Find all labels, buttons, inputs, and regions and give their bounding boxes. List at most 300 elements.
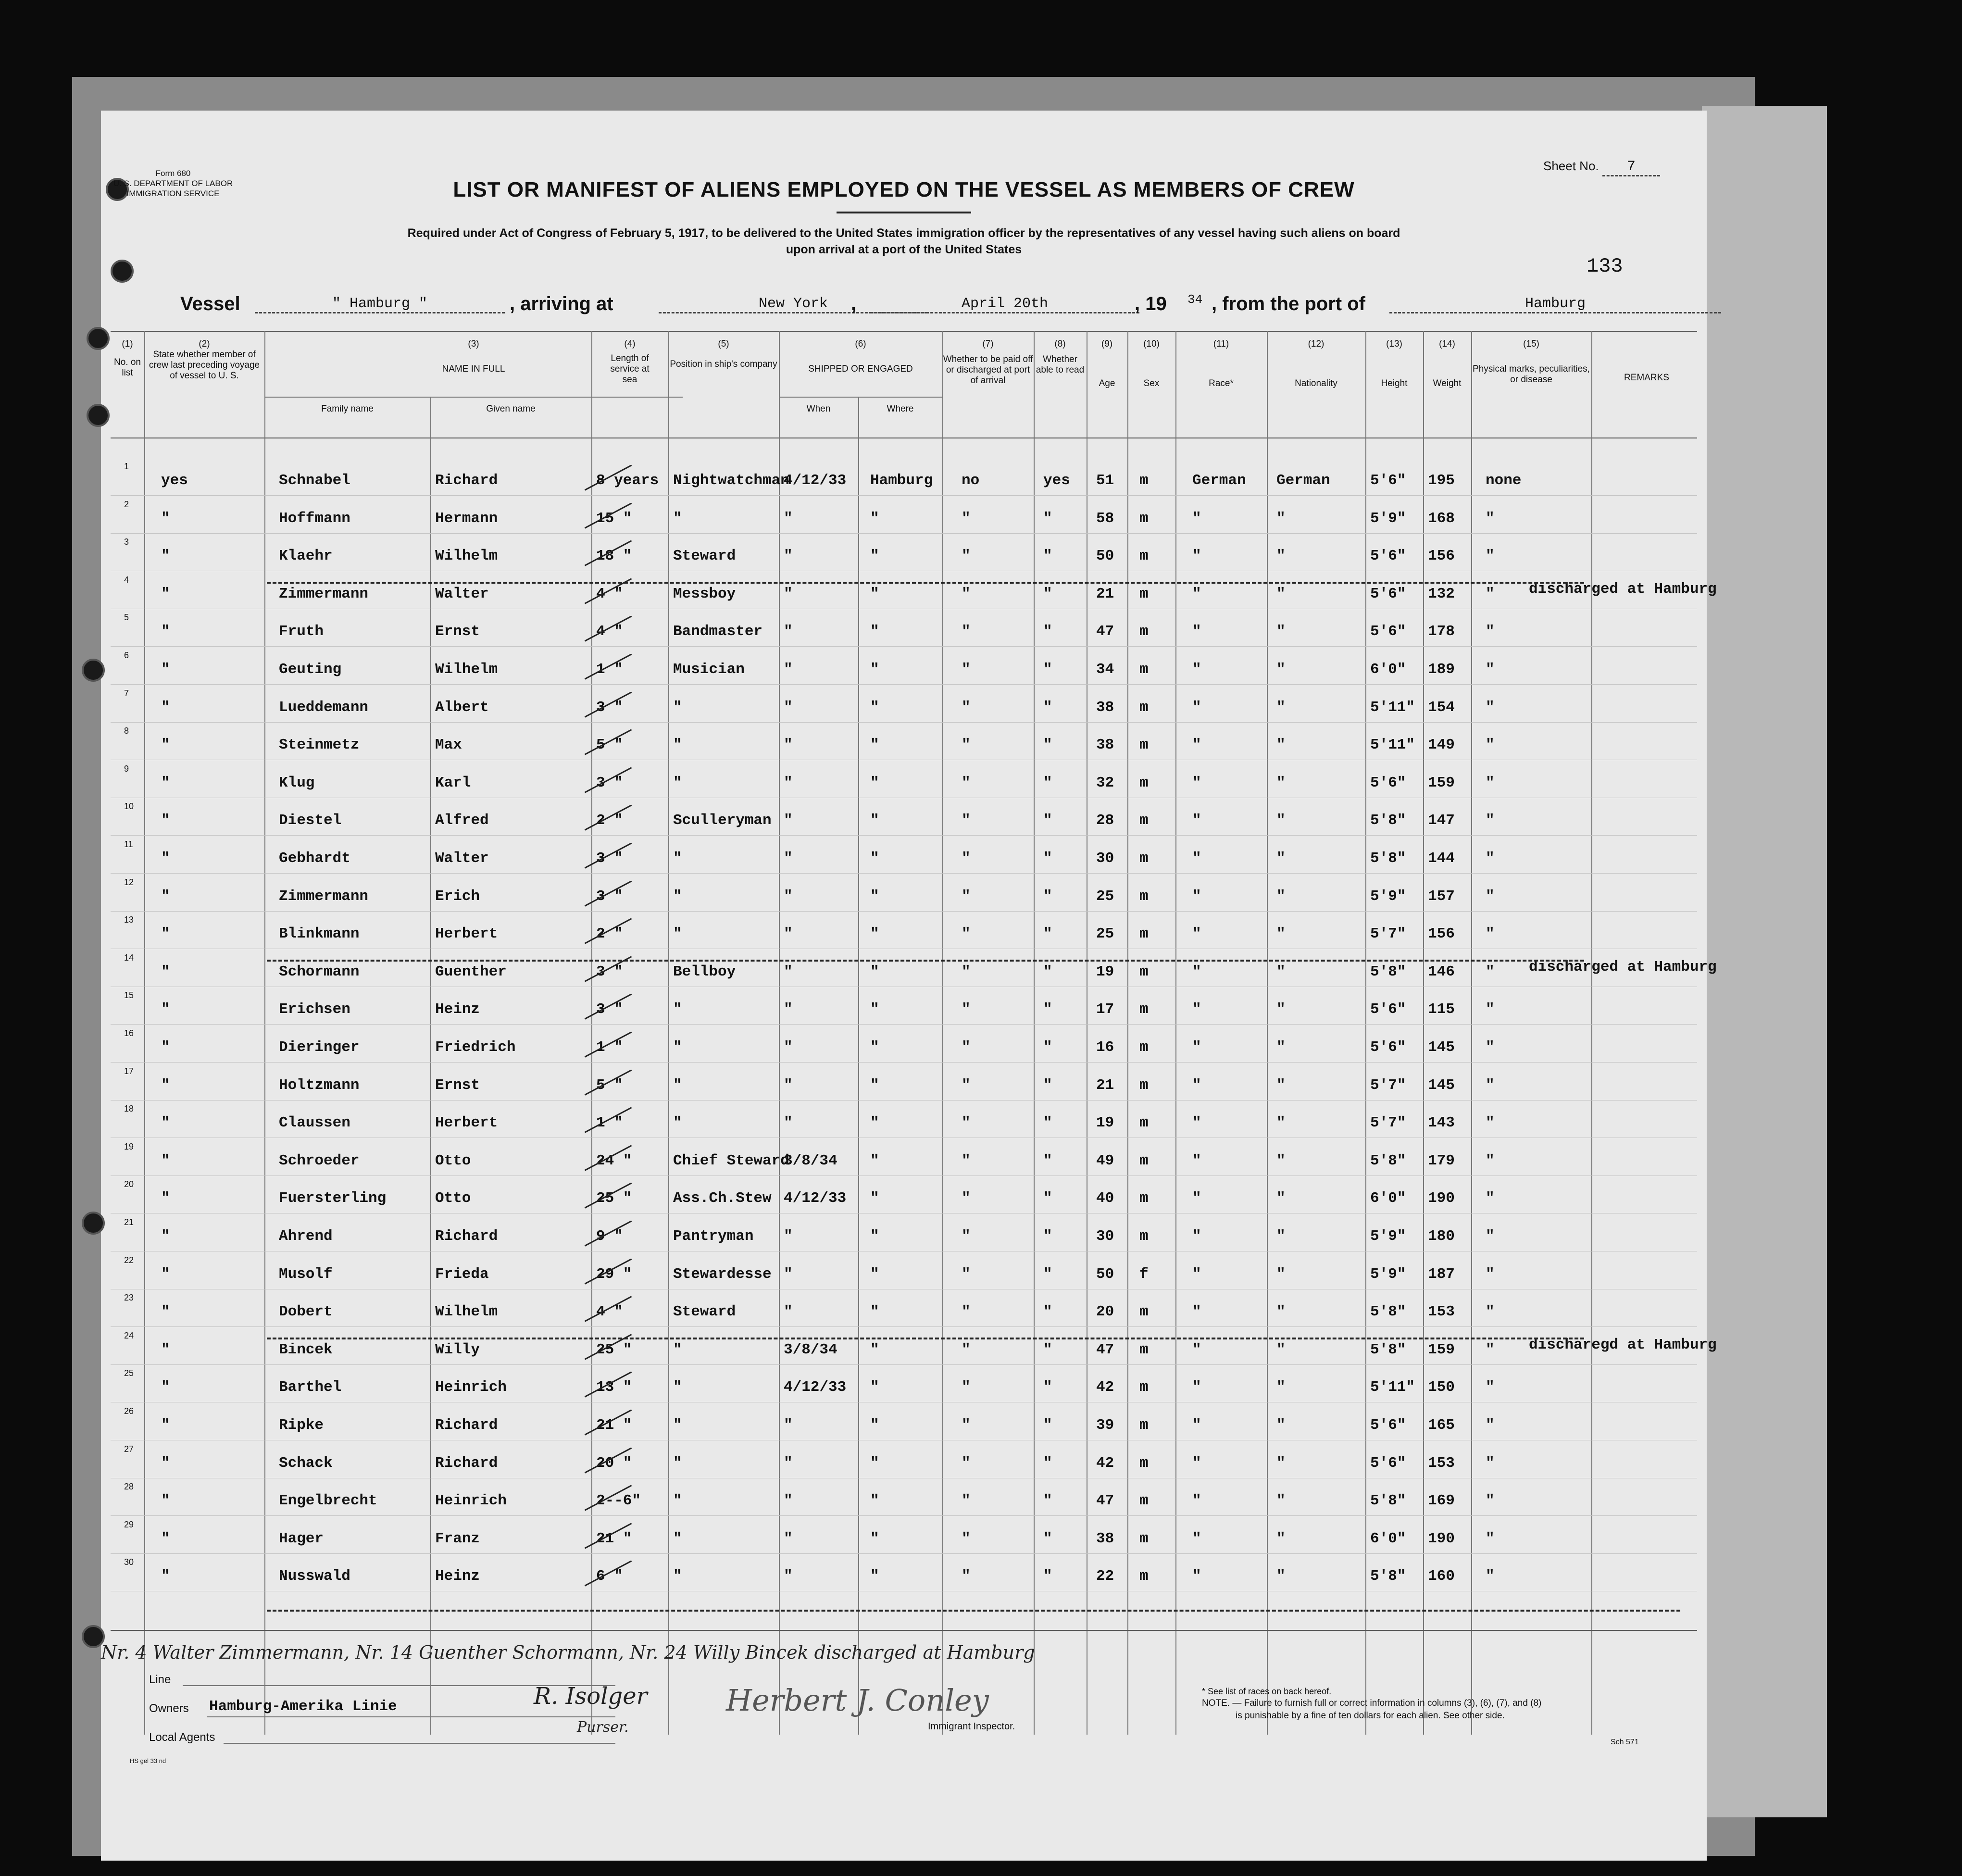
cell-position: " bbox=[673, 1114, 682, 1132]
cell-when: 3/8/34 bbox=[784, 1341, 837, 1358]
cell-position: Pantryman bbox=[673, 1228, 754, 1245]
cell-paid: " bbox=[962, 1417, 971, 1434]
cell-given: Herbert bbox=[435, 925, 498, 943]
cell-given: Ernst bbox=[435, 623, 480, 640]
cell-when: " bbox=[784, 774, 793, 791]
cell-where: " bbox=[870, 1341, 879, 1358]
row-number: 20 bbox=[124, 1179, 134, 1189]
cell-height: 5'7" bbox=[1370, 925, 1406, 943]
cell-prev: " bbox=[161, 1303, 170, 1321]
cell-nat: " bbox=[1276, 1001, 1286, 1018]
cell-remarks: discharged at Hamburg bbox=[1529, 580, 1717, 598]
cell-nat: " bbox=[1276, 1530, 1286, 1547]
row-number: 5 bbox=[124, 613, 129, 623]
row-rule bbox=[111, 722, 1697, 723]
col9-label: Age bbox=[1099, 378, 1115, 388]
row-number: 13 bbox=[124, 915, 134, 925]
cell-age: 25 bbox=[1096, 925, 1114, 943]
cell-height: 5'8" bbox=[1370, 1568, 1406, 1585]
cell-height: 5'8" bbox=[1370, 1152, 1406, 1169]
print-code: HS gel 33 nd bbox=[130, 1757, 166, 1764]
cell-height: 5'8" bbox=[1370, 850, 1406, 867]
cell-prev: " bbox=[161, 548, 170, 565]
cell-age: 49 bbox=[1096, 1152, 1114, 1169]
cell-prev: " bbox=[161, 774, 170, 791]
row-number: 4 bbox=[124, 575, 129, 585]
row-rule bbox=[111, 684, 1697, 685]
cell-where: " bbox=[870, 510, 879, 527]
row-rule bbox=[111, 1553, 1697, 1554]
cell-nat: " bbox=[1276, 1492, 1286, 1510]
cell-prev: " bbox=[161, 1001, 170, 1018]
row-number: 12 bbox=[124, 877, 134, 887]
cell-weight: 178 bbox=[1428, 623, 1455, 640]
col12-header bbox=[1267, 339, 1365, 389]
cell-race: German bbox=[1192, 472, 1246, 489]
cell-weight: 168 bbox=[1428, 510, 1455, 527]
cell-prev: " bbox=[161, 1568, 170, 1585]
cell-given: Richard bbox=[435, 1454, 498, 1472]
cell-age: 47 bbox=[1096, 623, 1114, 640]
row-number: 15 bbox=[124, 990, 134, 1001]
row-number: 18 bbox=[124, 1104, 134, 1114]
cell-where: " bbox=[870, 850, 879, 867]
cell-when: " bbox=[784, 623, 793, 640]
cell-marks: " bbox=[1486, 1001, 1495, 1018]
cell-when: " bbox=[784, 737, 793, 754]
cell-where: Hamburg bbox=[870, 472, 933, 489]
cell-age: 42 bbox=[1096, 1379, 1114, 1396]
cell-when: " bbox=[784, 661, 793, 678]
cell-where: " bbox=[870, 1568, 879, 1585]
cell-height: 6'0" bbox=[1370, 1530, 1406, 1547]
line-label: Line bbox=[149, 1673, 171, 1686]
end-of-list-rule bbox=[267, 1610, 1680, 1612]
row-number: 29 bbox=[124, 1519, 134, 1529]
cell-sex: m bbox=[1139, 699, 1149, 716]
cell-where: " bbox=[870, 1417, 879, 1434]
cell-read: " bbox=[1043, 812, 1052, 829]
col3-number: (3) bbox=[468, 339, 479, 349]
cell-position: Chief Steward bbox=[673, 1152, 789, 1169]
cell-when: " bbox=[784, 1568, 793, 1585]
col4-header bbox=[591, 339, 668, 385]
col7-header bbox=[942, 339, 1034, 386]
cell-nat: " bbox=[1276, 1152, 1286, 1169]
cell-service: 25 " bbox=[596, 1190, 632, 1207]
cell-prev: " bbox=[161, 1039, 170, 1056]
cell-family: Steinmetz bbox=[279, 737, 360, 754]
cell-given: Wilhelm bbox=[435, 1303, 498, 1321]
subtitle-line-1: Required under Act of Congress of February 5, 1917, to be delivered to the United States immigration officer by the representatives of any vessel having such aliens on board bbox=[407, 226, 1400, 240]
cell-nat: " bbox=[1276, 737, 1286, 754]
cell-weight: 149 bbox=[1428, 737, 1455, 754]
subtitle-line-2: upon arrival at a port of the United States bbox=[786, 243, 1022, 256]
col13-label: Height bbox=[1381, 378, 1408, 388]
cell-where: " bbox=[870, 1039, 879, 1056]
table-top-rule bbox=[111, 331, 1697, 332]
cell-given: Max bbox=[435, 737, 462, 754]
owners-value: Hamburg-Amerika Linie bbox=[209, 1698, 397, 1715]
cell-service: 20 " bbox=[596, 1454, 632, 1472]
cell-family: Gebhardt bbox=[279, 850, 350, 867]
cell-nat: " bbox=[1276, 1228, 1286, 1245]
cell-prev: " bbox=[161, 1492, 170, 1510]
separator-comma: , bbox=[851, 293, 857, 314]
cell-read: " bbox=[1043, 1379, 1052, 1396]
cell-age: 39 bbox=[1096, 1417, 1114, 1434]
cell-service: 3 " bbox=[596, 699, 623, 716]
cell-when: 3/8/34 bbox=[784, 1152, 837, 1169]
year-suffix: 34 bbox=[1187, 292, 1203, 307]
department-name: U. S. DEPARTMENT OF LABOR bbox=[113, 179, 233, 188]
cell-prev: " bbox=[161, 1417, 170, 1434]
col11-number: (11) bbox=[1213, 339, 1229, 349]
cell-race: " bbox=[1192, 1568, 1201, 1585]
cell-weight: 144 bbox=[1428, 850, 1455, 867]
cell-family: Blinkmann bbox=[279, 925, 360, 943]
cell-height: 5'9" bbox=[1370, 888, 1406, 905]
title-rule bbox=[837, 212, 971, 213]
cell-service: 1 " bbox=[596, 661, 623, 678]
cell-paid: " bbox=[962, 699, 971, 716]
cell-when: " bbox=[784, 1303, 793, 1321]
col8-number: (8) bbox=[1054, 339, 1066, 349]
cell-read: " bbox=[1043, 1303, 1052, 1321]
row-rule bbox=[111, 1100, 1697, 1101]
cell-race: " bbox=[1192, 812, 1201, 829]
sheet-label: Sheet No. bbox=[1543, 159, 1599, 173]
cell-race: " bbox=[1192, 1303, 1201, 1321]
cell-where: " bbox=[870, 1303, 879, 1321]
cell-where: " bbox=[870, 1152, 879, 1169]
cell-given: Guenther bbox=[435, 963, 507, 980]
cell-nat: " bbox=[1276, 1454, 1286, 1472]
cell-race: " bbox=[1192, 850, 1201, 867]
cell-when: " bbox=[784, 1228, 793, 1245]
cell-sex: m bbox=[1139, 1190, 1149, 1207]
shipped-subheader-rule bbox=[779, 397, 942, 398]
row-number: 25 bbox=[124, 1368, 134, 1378]
cell-family: Schnabel bbox=[279, 472, 350, 489]
cell-height: 5'7" bbox=[1370, 1076, 1406, 1094]
cell-race: " bbox=[1192, 1417, 1201, 1434]
cell-weight: 179 bbox=[1428, 1152, 1455, 1169]
cell-nat: " bbox=[1276, 699, 1286, 716]
cell-read: " bbox=[1043, 1568, 1052, 1585]
cell-where: " bbox=[870, 1530, 879, 1547]
cell-nat: " bbox=[1276, 1303, 1286, 1321]
row-number: 26 bbox=[124, 1406, 134, 1416]
cell-age: 50 bbox=[1096, 548, 1114, 565]
cell-family: Engelbrecht bbox=[279, 1492, 377, 1510]
row-number: 7 bbox=[124, 688, 129, 698]
cell-prev: " bbox=[161, 850, 170, 867]
cell-nat: " bbox=[1276, 1114, 1286, 1132]
cell-read: " bbox=[1043, 925, 1052, 943]
cell-sex: m bbox=[1139, 1303, 1149, 1321]
cell-race: " bbox=[1192, 1152, 1201, 1169]
cell-position: " bbox=[673, 1076, 682, 1094]
cell-marks: " bbox=[1486, 585, 1495, 602]
from-label: , from the port of bbox=[1212, 293, 1365, 314]
cell-family: Klug bbox=[279, 774, 315, 791]
cell-marks: " bbox=[1486, 699, 1495, 716]
given-name-header: Given name bbox=[486, 404, 536, 414]
cell-position: " bbox=[673, 1341, 682, 1358]
row-rule bbox=[111, 1024, 1697, 1025]
cell-height: 6'0" bbox=[1370, 1190, 1406, 1207]
cell-height: 5'11" bbox=[1370, 699, 1415, 716]
cell-service: 13 " bbox=[596, 1379, 632, 1396]
cell-race: " bbox=[1192, 1114, 1201, 1132]
cell-when: " bbox=[784, 1492, 793, 1510]
cell-race: " bbox=[1192, 1039, 1201, 1056]
cell-given: Friedrich bbox=[435, 1039, 516, 1056]
cell-weight: 189 bbox=[1428, 661, 1455, 678]
cell-age: 51 bbox=[1096, 472, 1114, 489]
cell-position: " bbox=[673, 737, 682, 754]
cell-position: " bbox=[673, 1492, 682, 1510]
row-number: 10 bbox=[124, 801, 134, 812]
cell-height: 5'8" bbox=[1370, 1492, 1406, 1510]
cell-paid: " bbox=[962, 1039, 971, 1056]
cell-weight: 143 bbox=[1428, 1114, 1455, 1132]
cell-sex: m bbox=[1139, 925, 1149, 943]
cell-sex: m bbox=[1139, 850, 1149, 867]
row-number: 9 bbox=[124, 763, 129, 774]
cell-sex: m bbox=[1139, 1568, 1149, 1585]
cell-race: " bbox=[1192, 1001, 1201, 1018]
col11-header bbox=[1175, 339, 1267, 389]
cell-nat: " bbox=[1276, 661, 1286, 678]
cell-marks: " bbox=[1486, 510, 1495, 527]
cell-family: Ripke bbox=[279, 1417, 324, 1434]
cell-paid: " bbox=[962, 548, 971, 565]
row-rule bbox=[111, 873, 1697, 874]
cell-sex: m bbox=[1139, 812, 1149, 829]
cell-given: Herbert bbox=[435, 1114, 498, 1132]
cell-marks: none bbox=[1486, 472, 1522, 489]
row-rule bbox=[111, 835, 1697, 836]
cell-sex: m bbox=[1139, 963, 1149, 980]
cell-where: " bbox=[870, 1190, 879, 1207]
cell-read: " bbox=[1043, 1341, 1052, 1358]
cell-service: 18 " bbox=[596, 548, 632, 565]
col-divider bbox=[591, 331, 592, 1735]
cell-race: " bbox=[1192, 737, 1201, 754]
cell-family: Musolf bbox=[279, 1265, 333, 1283]
vessel-name: " Hamburg " bbox=[255, 296, 505, 313]
cell-nat: " bbox=[1276, 1265, 1286, 1283]
cell-paid: " bbox=[962, 812, 971, 829]
row-number: 17 bbox=[124, 1066, 134, 1076]
owners-label: Owners bbox=[149, 1702, 189, 1715]
cell-sex: m bbox=[1139, 1492, 1149, 1510]
cell-service: 2 " bbox=[596, 812, 623, 829]
col14-number: (14) bbox=[1439, 339, 1455, 349]
punch-hole bbox=[111, 260, 134, 283]
col5-number: (5) bbox=[718, 339, 729, 349]
col-divider bbox=[1365, 331, 1366, 1735]
col-divider bbox=[1175, 331, 1176, 1735]
cell-height: 5'9" bbox=[1370, 1228, 1406, 1245]
cell-sex: m bbox=[1139, 1228, 1149, 1245]
cell-marks: " bbox=[1486, 1568, 1495, 1585]
cell-given: Karl bbox=[435, 774, 471, 791]
cell-age: 21 bbox=[1096, 585, 1114, 602]
col15-label: Physical marks, peculiarities, or disease bbox=[1473, 364, 1590, 385]
cell-race: " bbox=[1192, 699, 1201, 716]
cell-marks: " bbox=[1486, 1341, 1495, 1358]
cell-paid: " bbox=[962, 850, 971, 867]
cell-prev: " bbox=[161, 623, 170, 640]
cell-age: 30 bbox=[1096, 1228, 1114, 1245]
cell-prev: " bbox=[161, 1454, 170, 1472]
cell-age: 38 bbox=[1096, 1530, 1114, 1547]
cell-service: 4 " bbox=[596, 623, 623, 640]
cell-sex: m bbox=[1139, 1001, 1149, 1018]
cell-prev: " bbox=[161, 1379, 170, 1396]
cell-prev: " bbox=[161, 585, 170, 602]
cell-age: 34 bbox=[1096, 661, 1114, 678]
cell-position: " bbox=[673, 888, 682, 905]
cell-family: Claussen bbox=[279, 1114, 350, 1132]
col6-header bbox=[779, 339, 942, 375]
punch-hole bbox=[87, 327, 110, 350]
cell-where: " bbox=[870, 1454, 879, 1472]
cell-nat: " bbox=[1276, 585, 1286, 602]
cell-when: " bbox=[784, 1001, 793, 1018]
cell-paid: " bbox=[962, 1265, 971, 1283]
col10-header bbox=[1127, 339, 1175, 389]
cell-height: 5'8" bbox=[1370, 1341, 1406, 1358]
cell-given: Wilhelm bbox=[435, 548, 498, 565]
cell-sex: m bbox=[1139, 1076, 1149, 1094]
cell-race: " bbox=[1192, 1341, 1201, 1358]
name-subheader-rule bbox=[264, 397, 683, 398]
cell-given: Heinz bbox=[435, 1568, 480, 1585]
cell-height: 5'6" bbox=[1370, 623, 1406, 640]
cell-nat: " bbox=[1276, 623, 1286, 640]
strike-through-line bbox=[267, 582, 1584, 584]
cell-position: Bandmaster bbox=[673, 623, 763, 640]
cell-sex: m bbox=[1139, 661, 1149, 678]
cell-position: Ass.Ch.Stew bbox=[673, 1190, 772, 1207]
cell-paid: " bbox=[962, 1454, 971, 1472]
cell-weight: 147 bbox=[1428, 812, 1455, 829]
cell-paid: " bbox=[962, 1001, 971, 1018]
cell-where: " bbox=[870, 963, 879, 980]
col6-number: (6) bbox=[855, 339, 866, 349]
cell-age: 25 bbox=[1096, 888, 1114, 905]
cell-nat: " bbox=[1276, 925, 1286, 943]
cell-paid: " bbox=[962, 1379, 971, 1396]
row-number: 14 bbox=[124, 952, 134, 963]
cell-service: 9 " bbox=[596, 1228, 623, 1245]
cell-sex: m bbox=[1139, 623, 1149, 640]
cell-read: " bbox=[1043, 1152, 1052, 1169]
cell-prev: " bbox=[161, 699, 170, 716]
cell-where: " bbox=[870, 623, 879, 640]
cell-family: Schormann bbox=[279, 963, 360, 980]
cell-given: Erich bbox=[435, 888, 480, 905]
col13-number: (13) bbox=[1386, 339, 1402, 349]
cell-where: " bbox=[870, 1265, 879, 1283]
local-agents-label: Local Agents bbox=[149, 1731, 215, 1744]
col2-header bbox=[144, 339, 264, 381]
col12-label: Nationality bbox=[1295, 378, 1337, 388]
cell-where: " bbox=[870, 1001, 879, 1018]
cell-prev: yes bbox=[161, 472, 188, 489]
cell-weight: 145 bbox=[1428, 1076, 1455, 1094]
cell-service: 4 " bbox=[596, 585, 623, 602]
col5-label: Position in ship's company bbox=[670, 359, 777, 369]
cell-paid: " bbox=[962, 925, 971, 943]
inspector-signature: Herbert J. Conley bbox=[726, 1683, 989, 1718]
cell-when: " bbox=[784, 1530, 793, 1547]
cell-position: " bbox=[673, 1568, 682, 1585]
cell-prev: " bbox=[161, 1341, 170, 1358]
cell-service: 5 " bbox=[596, 1076, 623, 1094]
cell-height: 5'8" bbox=[1370, 1303, 1406, 1321]
col11-label: Race* bbox=[1209, 378, 1234, 388]
cell-remarks: discharged at Hamburg bbox=[1529, 958, 1717, 976]
cell-where: " bbox=[870, 699, 879, 716]
cell-read: " bbox=[1043, 888, 1052, 905]
cell-given: Wilhelm bbox=[435, 661, 498, 678]
cell-where: " bbox=[870, 1379, 879, 1396]
cell-given: Alfred bbox=[435, 812, 489, 829]
cell-prev: " bbox=[161, 1530, 170, 1547]
cell-weight: 145 bbox=[1428, 1039, 1455, 1056]
cell-where: " bbox=[870, 774, 879, 791]
page-title: LIST OR MANIFEST OF ALIENS EMPLOYED ON THE VESSEL AS MEMBERS OF CREW bbox=[453, 178, 1355, 201]
cell-height: 5'6" bbox=[1370, 472, 1406, 489]
row-number: 11 bbox=[124, 839, 133, 849]
cell-race: " bbox=[1192, 1454, 1201, 1472]
cell-given: Willy bbox=[435, 1341, 480, 1358]
punch-hole bbox=[87, 404, 110, 427]
row-number: 21 bbox=[124, 1217, 134, 1227]
cell-sex: m bbox=[1139, 510, 1149, 527]
cell-age: 19 bbox=[1096, 1114, 1114, 1132]
cell-marks: " bbox=[1486, 850, 1495, 867]
manifest-page bbox=[101, 111, 1717, 1861]
cell-family: Hager bbox=[279, 1530, 324, 1547]
cell-prev: " bbox=[161, 1228, 170, 1245]
cell-service: 5 " bbox=[596, 737, 623, 754]
races-note: * See list of races on back hereof. bbox=[1202, 1687, 1332, 1696]
cell-read: " bbox=[1043, 1492, 1052, 1510]
cell-marks: " bbox=[1486, 1039, 1495, 1056]
sheet-number bbox=[1543, 159, 1660, 176]
cell-height: 5'6" bbox=[1370, 1454, 1406, 1472]
col7-label: Whether to be paid off or discharged at port of arrival bbox=[943, 354, 1033, 386]
cell-position: " bbox=[673, 1530, 682, 1547]
cell-height: 5'6" bbox=[1370, 774, 1406, 791]
cell-weight: 165 bbox=[1428, 1417, 1455, 1434]
cell-where: " bbox=[870, 548, 879, 565]
cell-family: Ahrend bbox=[279, 1228, 333, 1245]
cell-when: " bbox=[784, 510, 793, 527]
cell-read: " bbox=[1043, 1076, 1052, 1094]
cell-race: " bbox=[1192, 963, 1201, 980]
cell-family: Fruth bbox=[279, 623, 324, 640]
cell-weight: 160 bbox=[1428, 1568, 1455, 1585]
cell-height: 5'6" bbox=[1370, 548, 1406, 565]
cell-service: 1 " bbox=[596, 1039, 623, 1056]
